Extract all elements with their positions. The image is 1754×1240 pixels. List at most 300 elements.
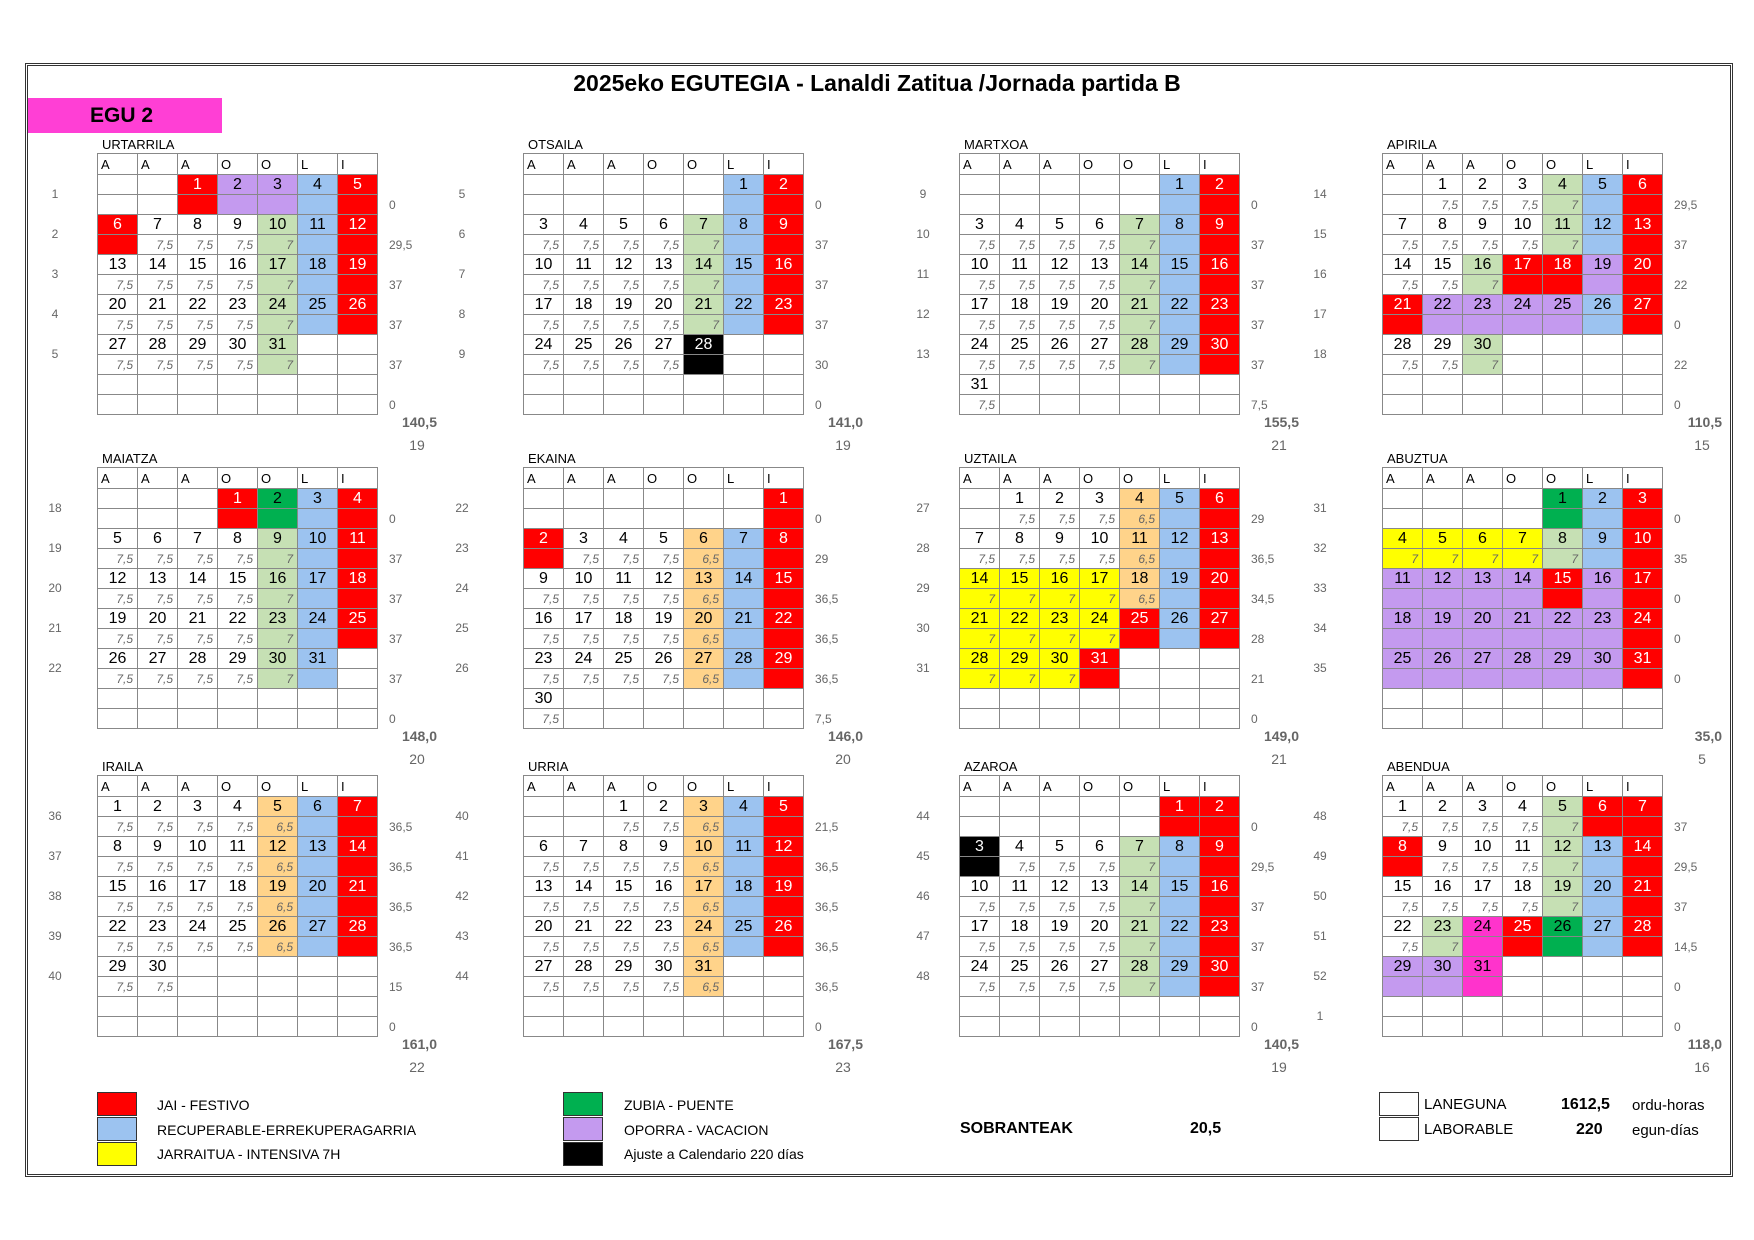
hours-cell: [218, 977, 258, 997]
weekday-header: O: [258, 468, 298, 489]
day-cell: 18: [338, 569, 378, 589]
weekday-header: O: [258, 154, 298, 175]
day-cell: 6: [298, 797, 338, 817]
day-cell: 9: [258, 529, 298, 549]
week-total: 36,5: [815, 672, 839, 686]
hours-cell: 6,5: [684, 589, 724, 609]
hours-cell: 7,5: [178, 937, 218, 957]
week-number: 37: [48, 849, 62, 863]
day-cell: 8: [1543, 529, 1583, 549]
hours-cell: [1463, 315, 1503, 335]
day-cell: [1623, 689, 1663, 709]
hours-cell: [724, 629, 764, 649]
day-cell: 3: [524, 215, 564, 235]
day-cell: 3: [564, 529, 604, 549]
hours-cell: 7: [960, 589, 1000, 609]
sobranteak-value: 20,5: [1190, 1120, 1222, 1137]
day-cell: 11: [1383, 569, 1423, 589]
hours-cell: [338, 857, 378, 877]
week-number: 7: [458, 267, 466, 281]
hours-cell: [1200, 629, 1240, 649]
month-grid: [523, 153, 804, 415]
day-cell: 10: [564, 569, 604, 589]
day-cell: 1: [1160, 797, 1200, 817]
hours-cell: [1000, 195, 1040, 215]
day-cell: 4: [1543, 175, 1583, 195]
month-working-days: 23: [835, 1059, 851, 1075]
day-cell: 16: [524, 609, 564, 629]
day-cell: 19: [1040, 295, 1080, 315]
hours-cell: [1160, 195, 1200, 215]
day-cell: 8: [1160, 837, 1200, 857]
day-cell: 15: [724, 255, 764, 275]
day-cell: 11: [564, 255, 604, 275]
hours-cell: [298, 589, 338, 609]
day-cell: [1623, 375, 1663, 395]
hours-cell: [960, 817, 1000, 837]
day-cell: 24: [178, 917, 218, 937]
day-cell: 23: [1583, 609, 1623, 629]
legend-label-laneguna: LANEGUNA: [1424, 1096, 1507, 1113]
weekday-header: O: [1503, 468, 1543, 489]
hours-cell: [764, 897, 804, 917]
day-cell: 20: [1080, 295, 1120, 315]
hours-cell: [1463, 669, 1503, 689]
week-total: 36,5: [815, 900, 839, 914]
day-cell: 24: [298, 609, 338, 629]
day-cell: 8: [604, 837, 644, 857]
hours-cell: 7: [1040, 629, 1080, 649]
day-cell: 3: [1503, 175, 1543, 195]
week-number: 13: [916, 347, 930, 361]
weekday-header: A: [98, 776, 138, 797]
hours-cell: [1623, 937, 1663, 957]
week-number: 45: [916, 849, 930, 863]
day-cell: 17: [258, 255, 298, 275]
day-cell: 17: [960, 295, 1000, 315]
day-cell: 30: [218, 335, 258, 355]
hours-cell: [1583, 509, 1623, 529]
day-cell: 26: [1543, 917, 1583, 937]
hours-cell: [724, 1017, 764, 1037]
hours-cell: 7,5: [1080, 275, 1120, 295]
day-cell: [1463, 997, 1503, 1017]
hours-cell: 7,5: [218, 589, 258, 609]
day-cell: 16: [1583, 569, 1623, 589]
hours-cell: [644, 195, 684, 215]
weekday-header: A: [604, 154, 644, 175]
day-cell: 26: [1583, 295, 1623, 315]
hours-cell: [564, 195, 604, 215]
hours-cell: 7,5: [1000, 549, 1040, 569]
month-name: URTARRILA: [102, 137, 175, 152]
hours-cell: [524, 509, 564, 529]
hours-cell: [1383, 857, 1423, 877]
day-cell: 17: [684, 877, 724, 897]
day-cell: [524, 175, 564, 195]
day-cell: 17: [564, 609, 604, 629]
hours-cell: 7,5: [604, 355, 644, 375]
weekday-header: A: [98, 154, 138, 175]
weekday-header: A: [564, 776, 604, 797]
day-cell: [764, 997, 804, 1017]
legend-label-vacacion: OPORRA - VACACION: [624, 1122, 769, 1138]
hours-cell: [764, 549, 804, 569]
week-number: 14: [1313, 187, 1327, 201]
week-total: 37: [815, 278, 829, 292]
weekday-header: O: [1503, 776, 1543, 797]
hours-cell: 7,5: [1040, 275, 1080, 295]
week-total: 0: [1674, 1020, 1681, 1034]
hours-cell: 6,5: [684, 629, 724, 649]
day-cell: 22: [1160, 917, 1200, 937]
weekday-header: A: [178, 154, 218, 175]
week-total: 0: [1674, 592, 1681, 606]
hours-cell: 6,5: [258, 817, 298, 837]
day-cell: 24: [564, 649, 604, 669]
day-cell: 9: [1423, 837, 1463, 857]
hours-cell: 7,5: [1503, 235, 1543, 255]
day-cell: 10: [1463, 837, 1503, 857]
day-cell: 22: [724, 295, 764, 315]
hours-cell: [1623, 275, 1663, 295]
hours-cell: [1120, 629, 1160, 649]
hours-cell: [1200, 395, 1240, 415]
week-total: 37: [1251, 980, 1265, 994]
hours-cell: 7,5: [604, 937, 644, 957]
hours-cell: 7,5: [138, 937, 178, 957]
day-cell: [298, 957, 338, 977]
legend-label-recuperable: RECUPERABLE-ERREKUPERAGARRIA: [157, 1122, 417, 1138]
day-cell: 22: [604, 917, 644, 937]
month-total-hours: 110,5: [1687, 414, 1722, 430]
day-cell: 1: [218, 489, 258, 509]
hours-cell: 7,5: [1000, 235, 1040, 255]
day-cell: 24: [258, 295, 298, 315]
day-cell: 3: [258, 175, 298, 195]
day-cell: 19: [98, 609, 138, 629]
day-cell: 15: [178, 255, 218, 275]
hours-cell: 7,5: [1040, 509, 1080, 529]
day-cell: [564, 175, 604, 195]
hours-cell: [1463, 977, 1503, 997]
day-cell: 30: [644, 957, 684, 977]
hours-cell: 7: [1463, 355, 1503, 375]
week-number: 49: [1313, 849, 1327, 863]
day-cell: 1: [604, 797, 644, 817]
weekday-header: O: [258, 776, 298, 797]
day-cell: 24: [1463, 917, 1503, 937]
week-number: 35: [1313, 661, 1327, 675]
week-total: 0: [1251, 712, 1258, 726]
hours-cell: 7,5: [1040, 977, 1080, 997]
hours-cell: 7,5: [1463, 195, 1503, 215]
day-cell: [684, 489, 724, 509]
day-cell: 29: [1543, 649, 1583, 669]
weekday-header: A: [1463, 154, 1503, 175]
hours-cell: [178, 509, 218, 529]
day-cell: 5: [764, 797, 804, 817]
day-cell: 23: [524, 649, 564, 669]
hours-cell: [1383, 195, 1423, 215]
hours-cell: [1623, 817, 1663, 837]
hours-cell: [1200, 897, 1240, 917]
hours-cell: [1543, 669, 1583, 689]
day-cell: [298, 375, 338, 395]
hours-cell: 7,5: [604, 977, 644, 997]
day-cell: [684, 997, 724, 1017]
month-grid: [523, 775, 804, 1037]
hours-cell: [1503, 629, 1543, 649]
hours-cell: [1503, 589, 1543, 609]
day-cell: 24: [1503, 295, 1543, 315]
day-cell: [960, 997, 1000, 1017]
weekday-header: A: [1383, 468, 1423, 489]
hours-cell: 7,5: [98, 355, 138, 375]
day-cell: 10: [684, 837, 724, 857]
week-number: 31: [1313, 501, 1327, 515]
day-cell: [138, 175, 178, 195]
day-cell: [178, 489, 218, 509]
day-cell: 5: [604, 215, 644, 235]
hours-cell: 6,5: [684, 549, 724, 569]
hours-cell: [1583, 275, 1623, 295]
day-cell: 6: [1463, 529, 1503, 549]
day-cell: 25: [298, 295, 338, 315]
hours-cell: [1200, 709, 1240, 729]
day-cell: [1160, 689, 1200, 709]
month-working-days: 20: [409, 751, 425, 767]
hours-cell: [1200, 235, 1240, 255]
hours-cell: [1583, 817, 1623, 837]
hours-cell: 6,5: [684, 897, 724, 917]
day-cell: 26: [98, 649, 138, 669]
day-cell: 31: [684, 957, 724, 977]
day-cell: 15: [1160, 255, 1200, 275]
hours-cell: [1623, 709, 1663, 729]
day-cell: 14: [178, 569, 218, 589]
hours-cell: [1543, 395, 1583, 415]
day-cell: 6: [138, 529, 178, 549]
week-total: 36,5: [389, 820, 413, 834]
legend-swatch-ajuste: [563, 1142, 603, 1166]
day-cell: 7: [564, 837, 604, 857]
hours-cell: [684, 395, 724, 415]
day-cell: 2: [1200, 797, 1240, 817]
hours-cell: [1120, 395, 1160, 415]
day-cell: 27: [1080, 335, 1120, 355]
hours-cell: [1200, 549, 1240, 569]
day-cell: [98, 997, 138, 1017]
hours-cell: [1383, 395, 1423, 415]
week-number: 18: [48, 501, 62, 515]
day-cell: 28: [1503, 649, 1543, 669]
day-cell: 1: [764, 489, 804, 509]
hours-cell: 6,5: [684, 977, 724, 997]
hours-cell: [604, 1017, 644, 1037]
hours-cell: [1160, 275, 1200, 295]
weekday-header: L: [1583, 468, 1623, 489]
week-number: 38: [48, 889, 62, 903]
hours-cell: [1000, 395, 1040, 415]
hours-cell: 7: [1120, 235, 1160, 255]
day-cell: 18: [1503, 877, 1543, 897]
day-cell: 30: [1463, 335, 1503, 355]
hours-cell: [1583, 589, 1623, 609]
hours-cell: 7,5: [178, 897, 218, 917]
day-cell: 4: [564, 215, 604, 235]
hours-cell: 7,5: [1000, 897, 1040, 917]
hours-cell: 7,5: [98, 589, 138, 609]
week-number: 40: [455, 809, 469, 823]
day-cell: 10: [298, 529, 338, 549]
hours-cell: [298, 629, 338, 649]
weekday-header: L: [298, 776, 338, 797]
day-cell: 20: [1080, 917, 1120, 937]
day-cell: 30: [258, 649, 298, 669]
day-cell: 2: [218, 175, 258, 195]
hours-cell: [1623, 235, 1663, 255]
day-cell: [1120, 797, 1160, 817]
hours-cell: [338, 977, 378, 997]
week-total: 0: [389, 1020, 396, 1034]
hours-cell: 7: [1543, 817, 1583, 837]
hours-cell: 7,5: [644, 937, 684, 957]
hours-cell: 7,5: [644, 275, 684, 295]
day-cell: 19: [644, 609, 684, 629]
week-total: 0: [1674, 672, 1681, 686]
hours-cell: [218, 1017, 258, 1037]
hours-cell: [1383, 315, 1423, 335]
day-cell: 20: [298, 877, 338, 897]
hours-cell: [1160, 977, 1200, 997]
week-number: 22: [455, 501, 469, 515]
hours-cell: 7,5: [644, 315, 684, 335]
hours-cell: 7: [1423, 549, 1463, 569]
day-cell: [604, 375, 644, 395]
week-total: 36,5: [815, 860, 839, 874]
hours-cell: 7,5: [1383, 355, 1423, 375]
day-cell: 3: [684, 797, 724, 817]
hours-cell: 7,5: [1040, 897, 1080, 917]
month-name: ABUZTUA: [1387, 451, 1448, 466]
day-cell: 8: [178, 215, 218, 235]
hours-cell: 7,5: [524, 709, 564, 729]
hours-cell: [298, 977, 338, 997]
hours-cell: 7,5: [960, 937, 1000, 957]
day-cell: [1623, 335, 1663, 355]
week-total: 0: [1251, 198, 1258, 212]
day-cell: [1503, 489, 1543, 509]
day-cell: 14: [1120, 255, 1160, 275]
day-cell: 9: [524, 569, 564, 589]
hours-cell: [764, 857, 804, 877]
hours-cell: 7,5: [178, 275, 218, 295]
weekday-header: A: [138, 776, 178, 797]
month-name: APIRILA: [1387, 137, 1437, 152]
day-cell: 30: [524, 689, 564, 709]
hours-cell: [1423, 669, 1463, 689]
hours-cell: 7,5: [1080, 235, 1120, 255]
day-cell: 18: [1383, 609, 1423, 629]
hours-cell: 7,5: [644, 589, 684, 609]
month-total-hours: 140,5: [1263, 1036, 1299, 1052]
weekday-header: O: [1543, 776, 1583, 797]
week-number: 5: [458, 187, 466, 201]
hours-cell: [178, 195, 218, 215]
day-cell: [1383, 375, 1423, 395]
legend-swatch-festivo: [97, 1092, 137, 1116]
hours-cell: [724, 937, 764, 957]
hours-cell: 6,5: [1120, 509, 1160, 529]
week-total: 29,5: [1251, 860, 1275, 874]
day-cell: 15: [1000, 569, 1040, 589]
hours-cell: 7,5: [604, 857, 644, 877]
hours-cell: [724, 355, 764, 375]
hours-cell: [764, 709, 804, 729]
day-cell: [1463, 375, 1503, 395]
day-cell: [178, 957, 218, 977]
week-number: 4: [51, 307, 59, 321]
day-cell: 28: [564, 957, 604, 977]
hours-cell: 7,5: [564, 977, 604, 997]
day-cell: 13: [1623, 215, 1663, 235]
hours-cell: [1543, 629, 1583, 649]
day-cell: 19: [1040, 917, 1080, 937]
hours-cell: [298, 669, 338, 689]
hours-cell: [764, 629, 804, 649]
day-cell: 25: [564, 335, 604, 355]
day-cell: [218, 997, 258, 1017]
day-cell: 18: [1120, 569, 1160, 589]
day-cell: 15: [98, 877, 138, 897]
hours-cell: [684, 195, 724, 215]
day-cell: 14: [960, 569, 1000, 589]
week-number: 26: [455, 661, 469, 675]
hours-cell: 7,5: [98, 937, 138, 957]
weekday-header: A: [524, 154, 564, 175]
hours-cell: [1503, 1017, 1543, 1037]
day-cell: [724, 489, 764, 509]
week-total: 28: [1251, 632, 1265, 646]
month-total-hours: 35,0: [1694, 728, 1722, 744]
day-cell: [524, 489, 564, 509]
day-cell: [1160, 375, 1200, 395]
hours-cell: 7: [258, 589, 298, 609]
day-cell: [1160, 997, 1200, 1017]
month-name: EKAINA: [528, 451, 576, 466]
day-cell: 19: [1160, 569, 1200, 589]
day-cell: [298, 997, 338, 1017]
day-cell: [1040, 375, 1080, 395]
weekday-header: O: [644, 776, 684, 797]
hours-cell: 7,5: [1423, 195, 1463, 215]
day-cell: 10: [258, 215, 298, 235]
day-cell: [1423, 375, 1463, 395]
weekday-header: I: [1200, 468, 1240, 489]
hours-cell: [138, 395, 178, 415]
day-cell: 15: [1383, 877, 1423, 897]
day-cell: 22: [1383, 917, 1423, 937]
day-cell: [1503, 689, 1543, 709]
day-cell: 29: [1160, 335, 1200, 355]
day-cell: 9: [1040, 529, 1080, 549]
week-total: 0: [815, 198, 822, 212]
day-cell: 13: [1080, 255, 1120, 275]
day-cell: 18: [1000, 917, 1040, 937]
hours-cell: 7,5: [524, 669, 564, 689]
week-number: 39: [48, 929, 62, 943]
